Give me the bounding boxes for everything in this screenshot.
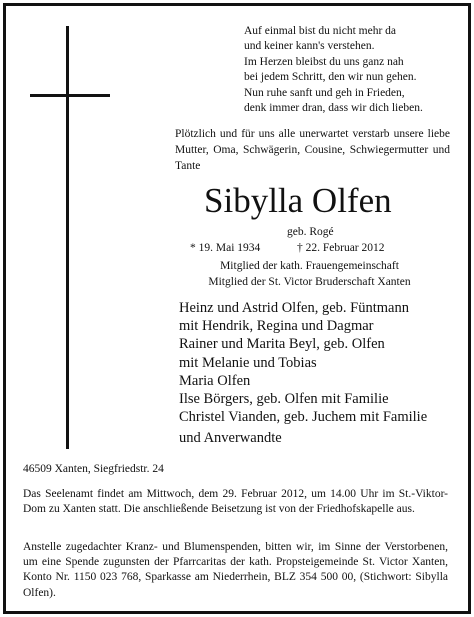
mourner-line: Maria Olfen (179, 372, 251, 389)
poem-line: und keiner kann's verstehen. (244, 40, 375, 53)
relatives-line: und Anverwandte (179, 430, 282, 446)
poem-line: Nun ruhe sanft und geh in Frieden, (244, 86, 405, 99)
membership-line: Mitglied der kath. Frauengemeinschaft (220, 260, 399, 272)
mourner-line: Ilse Börgers, geb. Olfen mit Familie (179, 391, 389, 408)
mourners-list (179, 299, 427, 426)
family-address: 46509 Xanten, Siegfriedstr. 24 (23, 463, 164, 475)
mourner-line: mit Hendrik, Regina und Dagmar (179, 318, 374, 335)
poem-line: bei jedem Schritt, den wir nun gehen. (244, 71, 417, 84)
announcement-intro: Plötzlich und für uns alle unerwartet verstarb unsere liebe Mutter, Oma, Schwägerin, Cousine, Schwiegermutter und Tante (175, 128, 450, 172)
cross-horizontal-bar (30, 94, 110, 97)
poem-line: denk immer dran, dass wir dich lieben. (244, 102, 423, 115)
poem-line: Im Herzen bleibst du uns ganz nah (244, 55, 404, 68)
membership-line: Mitglied der St. Victor Bruderschaft Xanten (208, 276, 411, 288)
poem-line: Auf einmal bist du nicht mehr da (244, 25, 397, 37)
mourner-line: Rainer und Marita Beyl, geb. Olfen (179, 336, 385, 353)
mourner-line: Heinz und Astrid Olfen, geb. Füntmann (179, 300, 409, 316)
memorial-poem (244, 24, 423, 116)
birth-name: geb. Rogé (287, 226, 334, 238)
mourner-line: mit Melanie und Tobias (179, 354, 317, 371)
donation-notice: Anstelle zugedachter Kranz- und Blumenspenden, bitten wir, im Sinne der Verstorbenen, um eine Spende zugunsten der Pfarrcaritas der kath. Propsteigemeinde St. Victor Xanten, Konto Nr. 1150 023 768, Sparkasse am Niederrhein, BLZ 354 500 00, (Stichwort: Sibylla Olfen). (23, 541, 448, 599)
birth-date: * 19. Mai 1934 (190, 242, 261, 254)
cross-vertical-bar (66, 26, 69, 449)
requiem-notice: Das Seelenamt findet am Mittwoch, dem 29. Februar 2012, um 14.00 Uhr im St.-Viktor-Dom zu Xanten statt. Die anschließende Beisetzung ist von der Friedhofskapelle aus. (23, 488, 448, 516)
mourner-line: Christel Vianden, geb. Juchem mit Familie (179, 409, 428, 426)
deceased-name: Sibylla Olfen (204, 181, 392, 220)
death-date: † 22. Februar 2012 (297, 242, 385, 254)
